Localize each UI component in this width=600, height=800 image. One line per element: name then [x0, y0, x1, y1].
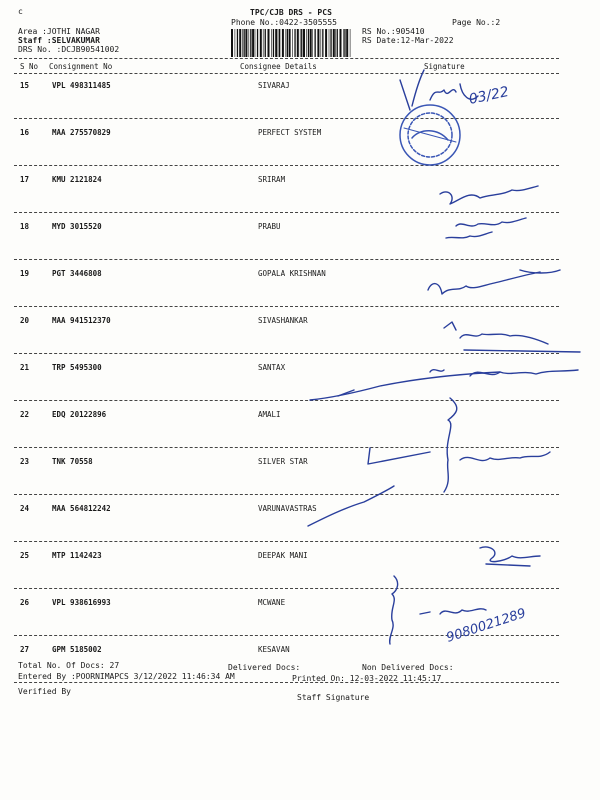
- consignee-name: SIVARAJ: [258, 81, 290, 90]
- consignee-name: GOPALA KRISHNAN: [258, 269, 326, 278]
- verified-by: Verified By: [18, 687, 71, 696]
- page-number: Page No.:2: [452, 18, 501, 27]
- signature-row-23: [460, 452, 550, 461]
- signature-row-19: [428, 270, 560, 294]
- consignment-number: TNK 70558: [52, 457, 93, 466]
- signature-row-27: [420, 609, 486, 614]
- check-mark-row-24: [308, 486, 394, 526]
- consignment-number: EDQ 20122896: [52, 410, 107, 419]
- row-sno: 18: [20, 222, 30, 231]
- drs-number: DRS No. :DCJB90541002: [18, 45, 120, 54]
- bracket-mark-lower: [390, 576, 398, 644]
- consignment-number: VPL 938616993: [52, 598, 111, 607]
- corner-mark: c: [18, 7, 23, 16]
- column-header-consignment: Consignment No: [49, 62, 113, 71]
- consignee-name: SANTAX: [258, 363, 286, 372]
- staff-field: Staff :SELVAKUMAR: [18, 36, 100, 45]
- consignee-name: VARUNAVASTRAS: [258, 504, 317, 513]
- consignment-number: TRP 5495300: [52, 363, 102, 372]
- signature-row-15: [400, 70, 478, 110]
- handwritten-phone: 9080021289: [444, 605, 528, 646]
- staff-signature-label: Staff Signature: [297, 693, 370, 702]
- total-docs: Total No. Of Docs: 27: [18, 661, 120, 670]
- consignment-number: GPM 5185002: [52, 645, 102, 654]
- check-mark-row-23: [368, 448, 430, 464]
- row-sno: 25: [20, 551, 30, 560]
- bracket-mark: [444, 398, 457, 492]
- row-sno: 19: [20, 269, 30, 278]
- consignment-number: KMU 2121824: [52, 175, 102, 184]
- delivered-docs: Delivered Docs:: [228, 663, 301, 672]
- document-title: TPC/CJB DRS - PCS: [250, 8, 332, 17]
- consignee-name: SIVASHANKAR: [258, 316, 308, 325]
- area-field: Area :JOTHI NAGAR: [18, 27, 100, 36]
- consignment-number: MAA 275570829: [52, 128, 111, 137]
- non-delivered-docs: Non Delivered Docs:: [362, 663, 454, 672]
- row-sno: 22: [20, 410, 30, 419]
- consignment-number: MTP 1142423: [52, 551, 102, 560]
- consignee-name: AMALI: [258, 410, 281, 419]
- consignment-number: MAA 564812242: [52, 504, 111, 513]
- row-sno: 20: [20, 316, 30, 325]
- entered-by: Entered By :POORNIMAPCS 3/12/2022 11:46:34 AM: [18, 672, 235, 681]
- row-sno: 24: [20, 504, 30, 513]
- row-sno: 26: [20, 598, 30, 607]
- row-sno: 15: [20, 81, 30, 90]
- row-sno: 17: [20, 175, 30, 184]
- printed-on: Printed On: 12-03-2022 11:45:17: [292, 674, 442, 683]
- row-sno: 16: [20, 128, 30, 137]
- consignee-name: DEEPAK MANI: [258, 551, 308, 560]
- consignment-number: MYD 3015520: [52, 222, 102, 231]
- column-header-sno: S No: [20, 62, 39, 71]
- consignee-name: SRIRAM: [258, 175, 286, 184]
- phone-number: Phone No.:0422-3505555: [231, 18, 337, 27]
- rs-number: RS No.:905410: [362, 27, 425, 36]
- consignee-name: SILVER STAR: [258, 457, 308, 466]
- signature-row-20: [444, 322, 580, 352]
- signature-row-25: [480, 547, 540, 566]
- consignee-name: PRABU: [258, 222, 281, 231]
- consignment-number: VPL 498311485: [52, 81, 111, 90]
- column-header-signature: Signature: [424, 62, 465, 71]
- handwritten-date: 03/22: [467, 83, 511, 108]
- consignment-number: MAA 941512370: [52, 316, 111, 325]
- stamp-circle: [400, 105, 460, 165]
- consignment-number: PGT 3446808: [52, 269, 102, 278]
- column-header-consignee: Consignee Details: [240, 62, 317, 71]
- row-sno: 23: [20, 457, 30, 466]
- consignee-name: MCWANE: [258, 598, 286, 607]
- rs-date: RS Date:12-Mar-2022: [362, 36, 454, 45]
- consignee-name: PERFECT SYSTEM: [258, 128, 322, 137]
- row-sno: 21: [20, 363, 30, 372]
- signature-row-18: [446, 218, 526, 238]
- consignee-name: KESAVAN: [258, 645, 290, 654]
- signature-row-17: [440, 186, 538, 204]
- row-sno: 27: [20, 645, 30, 654]
